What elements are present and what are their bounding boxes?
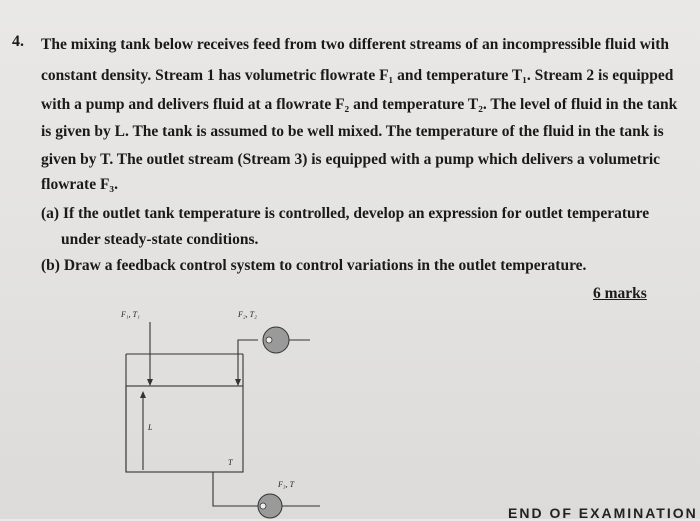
part-b-text: (b) Draw a feedback control system to control variations in the outlet temperature. [41, 257, 587, 274]
level-label: L [148, 423, 153, 432]
outlet-pump-icon [258, 494, 282, 518]
stream1-arrow [147, 379, 153, 386]
stream2-pump-icon [263, 327, 289, 353]
question-line-1: The mixing tank below receives feed from two different streams of an incompressible fluid with [41, 36, 669, 53]
level-arrow [140, 391, 146, 398]
temperature-label: T [228, 458, 233, 467]
stream2-label: F₂, T₂ [238, 310, 257, 319]
question-line-4: is given by L. The tank is assumed to be well mixed. The temperature of the fluid in the tank is [41, 123, 664, 140]
outlet-pipe [213, 472, 262, 506]
footer-text: END OF EXAMINATION [508, 505, 698, 521]
stream2-arrow [235, 379, 241, 386]
stream1-label: F₁, T₁ [121, 310, 140, 319]
question-line-2: constant density. Stream 1 has volumetric flowrate F₁ and temperature T₁. Stream 2 is equipped [41, 67, 674, 84]
question-number: 4. [12, 33, 24, 50]
question-line-3: with a pump and delivers fluid at a flowrate F₂ and temperature T₂. The level of fluid in the tank [41, 96, 678, 113]
stream2-inlet-pipe [238, 340, 258, 382]
part-a-line-2: under steady-state conditions. [61, 231, 259, 248]
marks-label: 6 marks [593, 285, 647, 302]
part-a-line-1: (a) If the outlet tank temperature is controlled, develop an expression for outlet temperature [41, 205, 650, 222]
outlet-label: F₃, T [278, 480, 295, 489]
question-line-6: flowrate F₃. [41, 176, 118, 193]
question-line-5: given by T. The outlet stream (Stream 3) is equipped with a pump which delivers a volumetric [41, 151, 661, 168]
